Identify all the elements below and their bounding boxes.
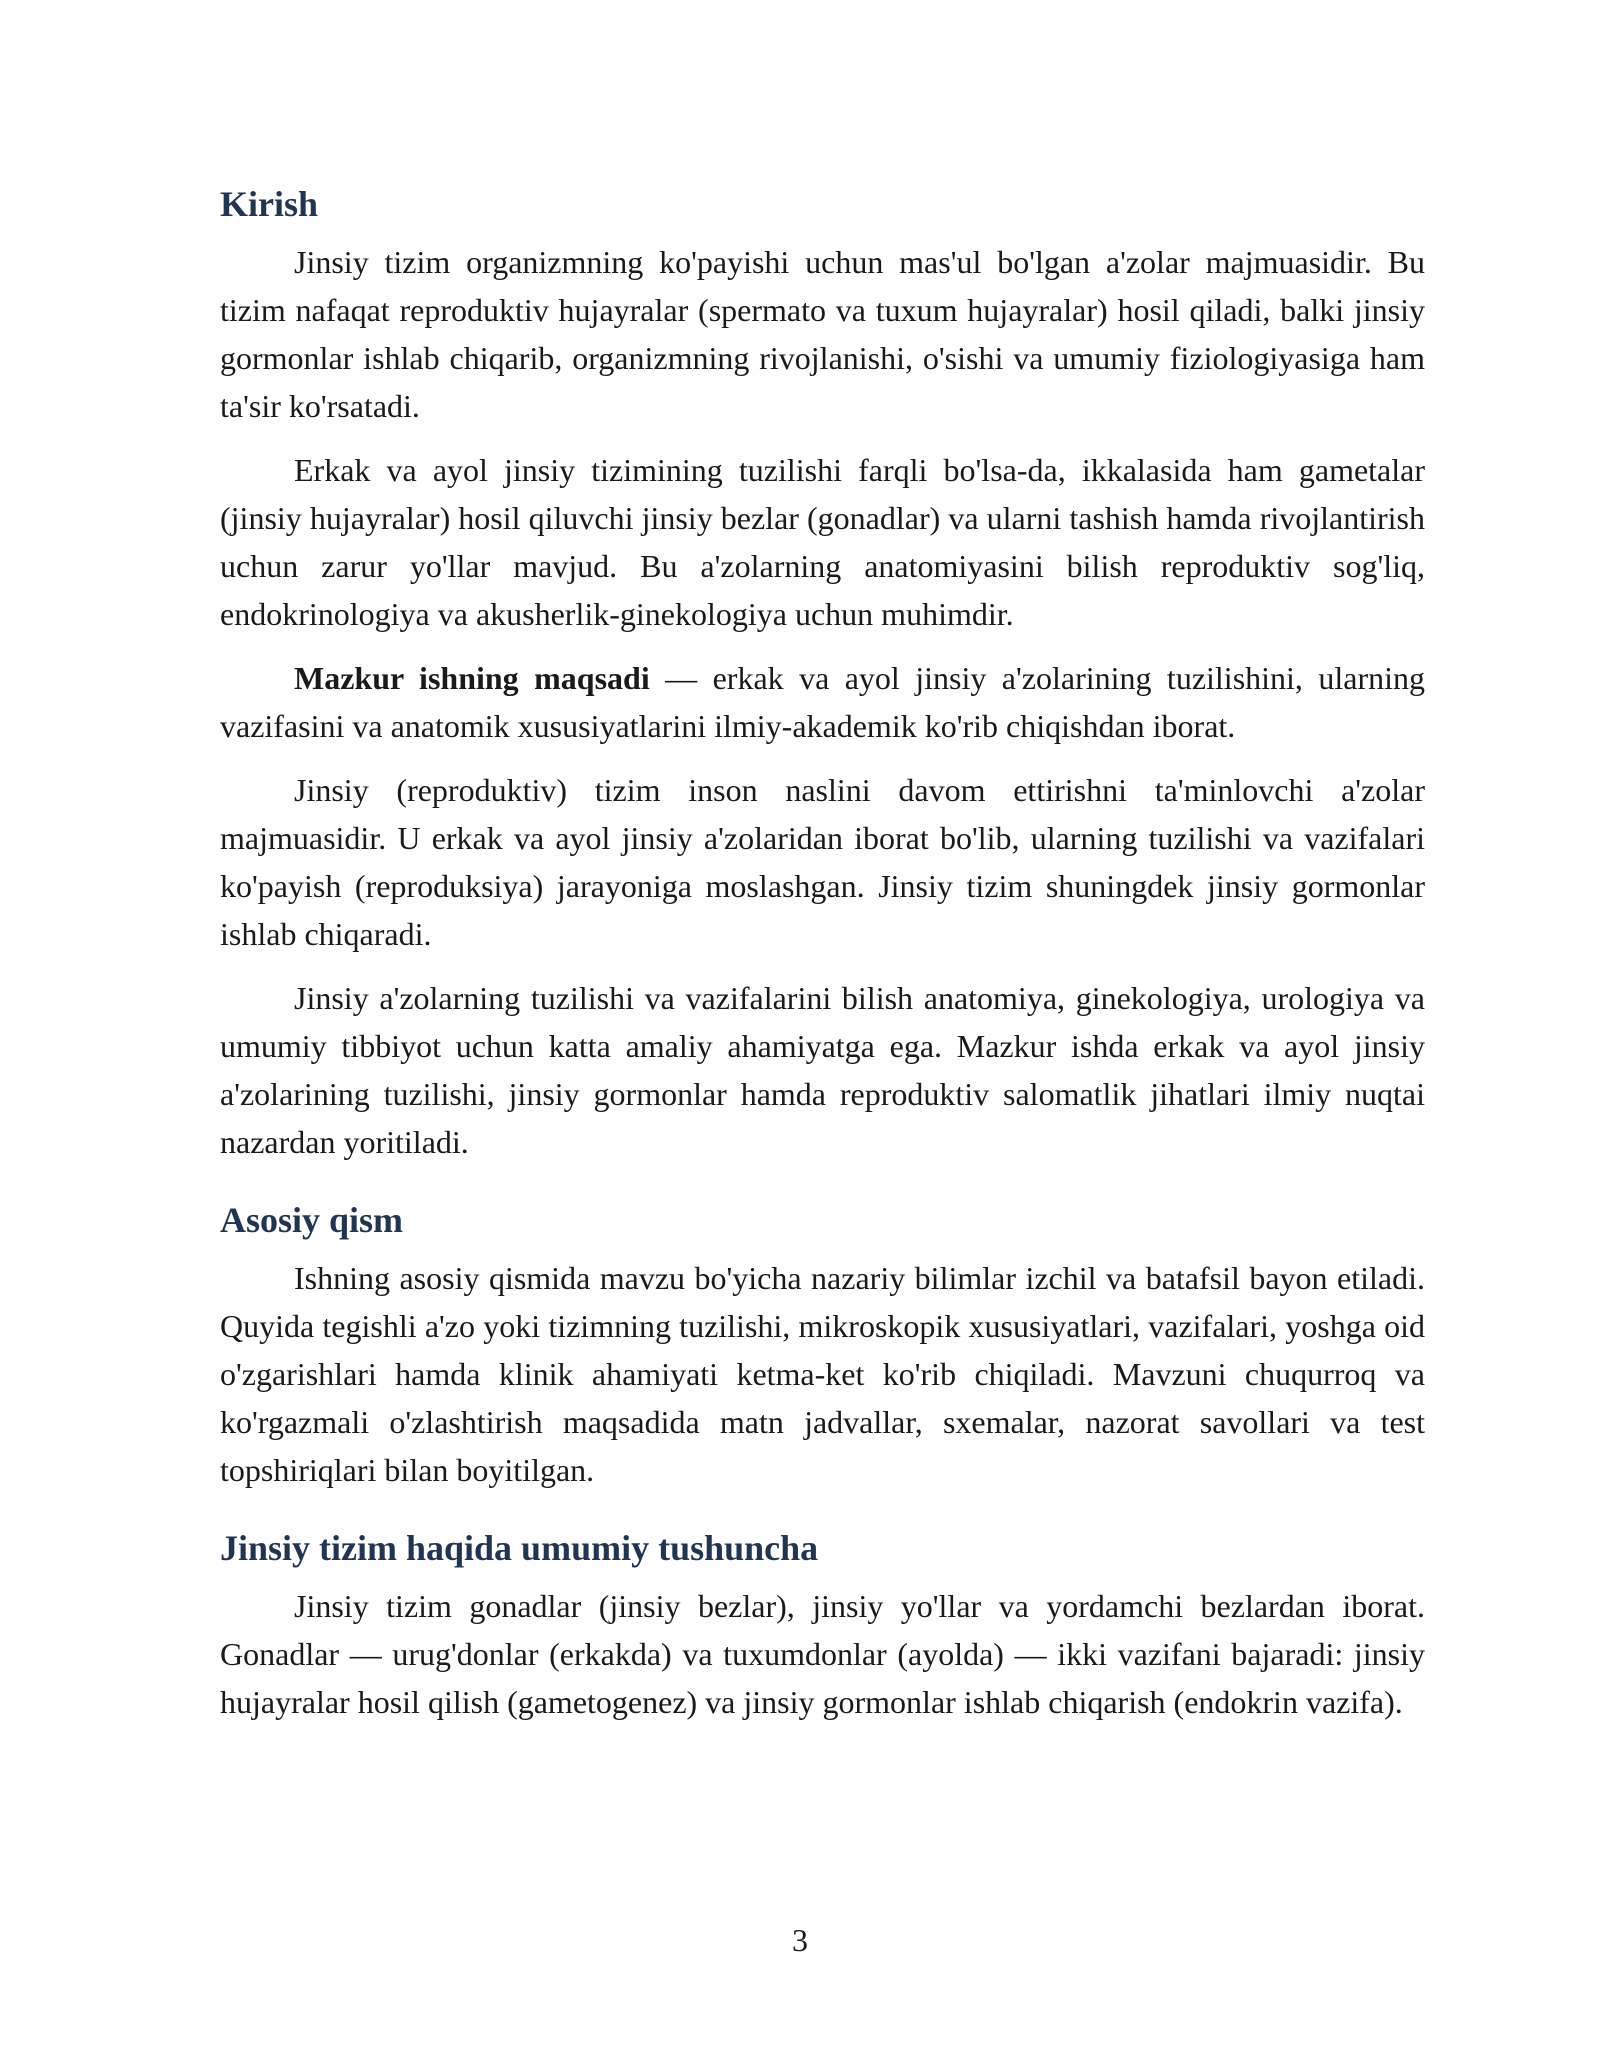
intro-paragraph-1: Jinsiy tizim organizmning ko'payishi uchun mas'ul bo'lgan a'zolar majmuasidir. Bu tizim nafaqat reproduktiv hujayralar (spermato va tuxum hujayralar) hosil qiladi, balki jinsiy gormonlar ishlab chiqarib, organizmning rivojlanishi, o'sishi va umumiy fiziologiyasiga ham ta'sir ko'rsatadi. [220,244,1425,424]
document-page [220,180,1425,1742]
intro-paragraph-4: Jinsiy (reproduktiv) tizim inson naslini davom ettirishni ta'minlovchi a'zolar majmuasidir. U erkak va ayol jinsiy a'zolaridan iborat bo'lib, ularning tuzilishi va vazifalari ko'payish (reproduksiya) jarayoniga moslashgan. Jinsiy tizim shuningdek jinsiy gormonlar ishlab chiqaradi. [220,772,1425,952]
heading-kirish: Kirish [220,184,319,224]
overview-paragraph-1: Jinsiy tizim gonadlar (jinsiy bezlar), jinsiy yo'llar va yordamchi bezlardan iborat. Gonadlar — urug'donlar (erkakda) va tuxumdonlar (ayolda) — ikki vazifani bajaradi: jinsiy hujayralar hosil qilish (gametogenez) va jinsiy gormonlar ishlab chiqarish (endokrin vazifa). [220,1588,1425,1720]
intro-paragraph-5: Jinsiy a'zolarning tuzilishi va vazifalarini bilish anatomiya, ginekologiya, urologiya va umumiy tibbiyot uchun katta amaliy ahamiyatga ega. Mazkur ishda erkak va ayol jinsiy a'zolarining tuzilishi, jinsiy gormonlar hamda reproduktiv salomatlik jihatlari ilmiy nuqtai nazardan yoritiladi. [220,980,1425,1160]
main-paragraph-1: Ishning asosiy qismida mavzu bo'yicha nazariy bilimlar izchil va batafsil bayon etiladi. Quyida tegishli a'zo yoki tizimning tuzilishi, mikroskopik xususiyatlari, vazifalari, yoshga oid o'zgarishlari hamda klinik ahamiyati ketma-ket ko'rib chiqiladi. Mavzuni chuqurroq va ko'rgazmali o'zlashtirish maqsadida matn jadvallar, sxemalar, nazorat savollari va test topshiriqlari bilan boyitilgan. [220,1260,1425,1488]
heading-umumiy-tushuncha: Jinsiy tizim haqida umumiy tushuncha [220,1528,819,1568]
page-number: 3 [792,1922,808,1958]
goal-lead-text: Mazkur ishning maqsadi [294,660,650,696]
heading-asosiy-qism: Asosiy qism [220,1200,404,1240]
goal-rest-text: — erkak va ayol jinsiy a'zolarining tuzilishini, ularning vazifasini va anatomik xususiyatlarini ilmiy-akademik ko'rib chiqishdan iborat. [220,660,1426,744]
intro-paragraph-3 [220,654,1425,750]
intro-paragraph-2: Erkak va ayol jinsiy tizimining tuzilishi farqli bo'lsa-da, ikkalasida ham gametalar (jinsiy hujayralar) hosil qiluvchi jinsiy bezlar (gonadlar) va ularni tashish hamda rivojlantirish uchun zarur yo'llar mavjud. Bu a'zolarning anatomiyasini bilish reproduktiv sog'liq, endokrinologiya va akusherlik-ginekologiya uchun muhimdir. [220,452,1425,632]
